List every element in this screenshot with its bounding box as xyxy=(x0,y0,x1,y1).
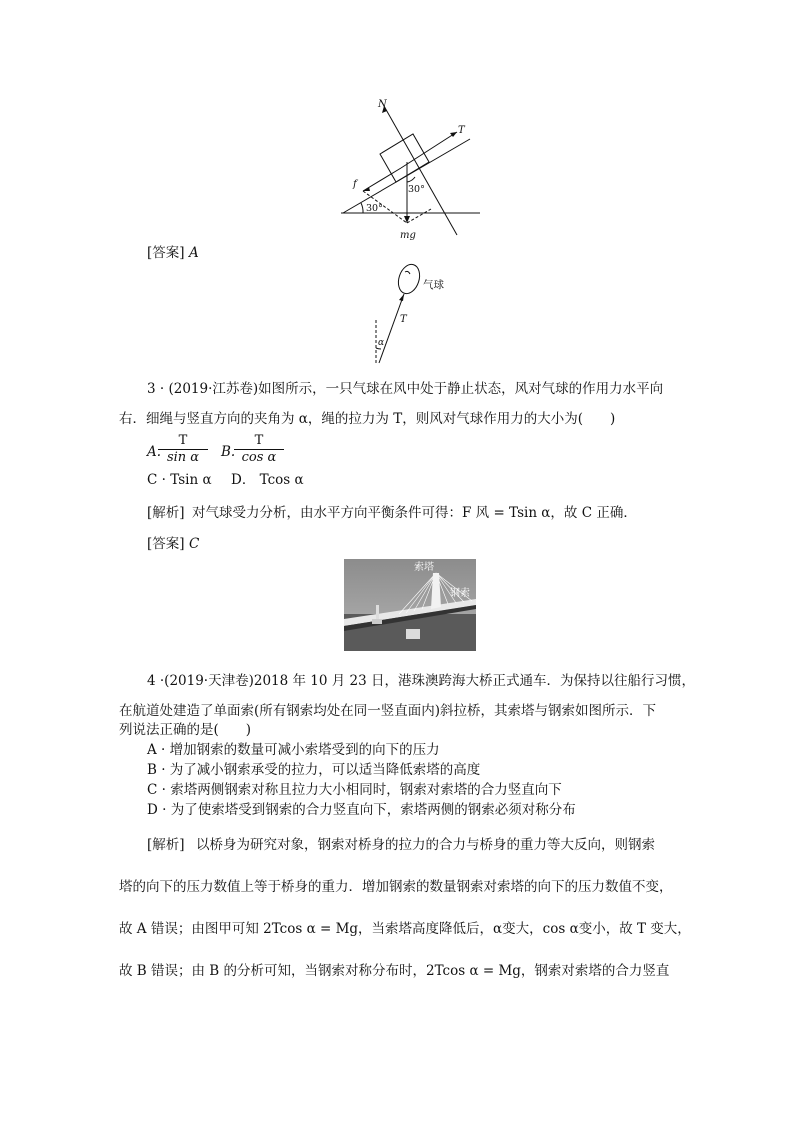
q3-line2: 右．细绳与竖直方向的夹角为 α，绳的拉力为 T，则风对气球作用力的大小为( ) xyxy=(119,411,616,427)
label-balloon: 气球 xyxy=(423,279,444,291)
label-angle-bottom: 30° xyxy=(366,203,383,214)
q4-optA: A · 增加钢索的数量可减小索塔受到的向下的压力 xyxy=(147,742,440,758)
q3-optA-label: A. xyxy=(147,444,162,460)
label-mg: mg xyxy=(400,230,416,241)
q3-optC: C · Tsin α xyxy=(147,472,212,488)
q4-analysis-1: 以桥身为研究对象，钢索对桥身的拉力的合力与桥身的重力等大反向，则钢索 xyxy=(196,837,655,853)
q4-analysis-3: 故 A 错误；由图甲可知 2Tcos α = Mg，当索塔高度降低后，α变大，cos α变小，故 T 变大， xyxy=(119,921,691,937)
q4-line1: 4 ·(2019·天津卷)2018 年 10 月 23 日，港珠澳跨海大桥正式通车．为保持以往船行习惯， xyxy=(147,673,696,689)
answer1-label: [答案] xyxy=(147,245,185,261)
photo-label-cable: 钢索 xyxy=(450,588,470,599)
q3-analysis: 对气球受力分析，由水平方向平衡条件可得：F 风 = Tsin α，故 C 正确． xyxy=(192,505,637,521)
q3-answer-label: [答案] xyxy=(147,536,185,552)
photo-label-tower: 索塔 xyxy=(414,562,434,573)
q4-optB: B · 为了减小钢索承受的拉力，可以适当降低索塔的高度 xyxy=(147,762,481,778)
bridge-illustration xyxy=(344,559,476,651)
bridge-photo xyxy=(344,559,476,651)
label-angle-top: 30° xyxy=(408,184,425,195)
q3-optA-fraction xyxy=(158,433,208,465)
label-T: T xyxy=(458,125,465,136)
q4-analysis-4: 故 B 错误；由 B 的分析可知，当钢索对称分布时，2Tcos α = Mg，钢索对索塔的合力竖直 xyxy=(119,963,670,979)
q4-line2: 在航道处建造了单面索(所有钢索均处在同一竖直面内)斜拉桥，其索塔与钢索如图所示．下 xyxy=(119,703,657,719)
q4-optD: D · 为了使索塔受到钢索的合力竖直向下，索塔两侧的钢索必须对称分布 xyxy=(147,802,576,818)
answer1-value: A xyxy=(189,245,199,261)
q3-optB-num: T xyxy=(254,433,264,448)
q3-answer: C xyxy=(189,536,200,552)
block xyxy=(380,134,429,182)
q4-analysis-2: 塔的向下的压力数值上等于桥身的重力．增加钢索的数量钢索对索塔的向下的压力数值不变， xyxy=(119,879,673,895)
q3-analysis-label: [解析] xyxy=(147,505,185,521)
label-f: f xyxy=(353,179,357,190)
q4-analysis-label: [解析] xyxy=(147,837,185,853)
balloon-shape xyxy=(395,262,423,296)
q3-optD: D． Tcos α xyxy=(231,472,304,488)
dashed-2 xyxy=(407,209,431,223)
q4-line3: 列说法正确的是( ) xyxy=(119,722,252,738)
q3-optB-label: B. xyxy=(221,444,236,460)
incline-force-diagram xyxy=(335,92,485,242)
angle-arc-bottom xyxy=(361,203,363,213)
label-N: N xyxy=(378,99,387,110)
label-alpha: α xyxy=(378,338,385,348)
q3-optA-den: sin α xyxy=(166,450,200,465)
q3-optB-fraction xyxy=(234,433,284,465)
q4-optC: C · 索塔两侧钢索对称且拉力大小相同时，钢索对索塔的合力竖直向下 xyxy=(147,782,562,798)
label-balloon-T: T xyxy=(400,314,407,325)
q3-optA-num: T xyxy=(178,433,188,448)
q3-optB-den: cos α xyxy=(241,450,277,465)
q3-line1: 3 · (2019·江苏卷)如图所示，一只气球在风中处于静止状态，风对气球的作用力水平向 xyxy=(147,381,664,397)
